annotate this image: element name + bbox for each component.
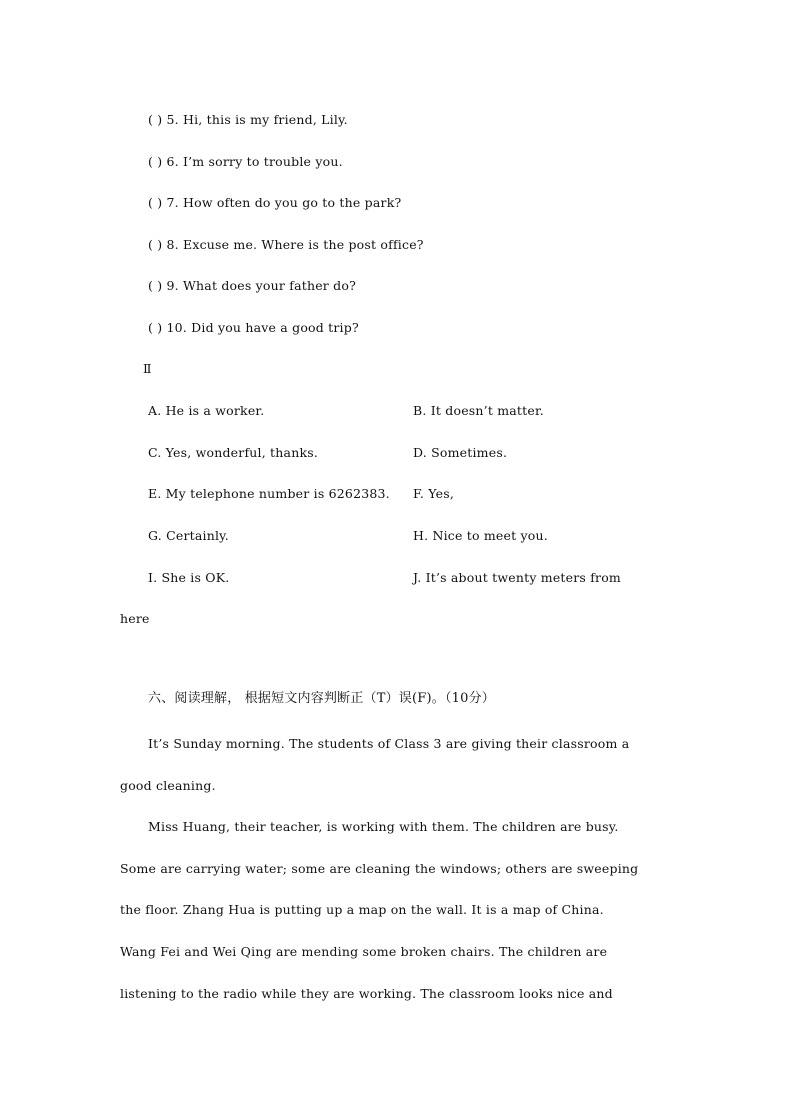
option-e: E. My telephone number is 6262383. [148, 486, 390, 501]
option-i: I. She is OK. [148, 570, 230, 585]
option-a: A. He is a worker. [148, 403, 265, 418]
option-c: C. Yes, wonderful, thanks. [148, 445, 319, 460]
reading-section-heading: 六、阅读理解， 根据短文内容判断正（T）误(F)。（10分） [148, 691, 496, 706]
question-7: ( ) 7. How often do you go to the park? [148, 195, 402, 210]
question-8: ( ) 8. Excuse me. Where is the post office? [148, 237, 424, 252]
question-5: ( ) 5. Hi, this is my friend, Lily. [148, 112, 348, 127]
section-marker: Ⅱ [143, 361, 152, 376]
option-f: F. Yes, [413, 486, 455, 501]
question-6: ( ) 6. I’m sorry to trouble you. [148, 154, 343, 169]
reading-line-1: It’s Sunday morning. The students of Class 3 are giving their classroom a [148, 736, 630, 751]
option-g: G. Certainly. [148, 528, 229, 543]
option-j-continuation: here [120, 611, 150, 626]
option-j: J. It’s about twenty meters from [413, 570, 621, 585]
option-d: D. Sometimes. [413, 445, 508, 460]
reading-line-2: good cleaning. [120, 778, 216, 793]
reading-line-3: Miss Huang, their teacher, is working with them. The children are busy. [148, 819, 619, 834]
reading-line-7: listening to the radio while they are working. The classroom looks nice and [120, 986, 613, 1001]
question-10: ( ) 10. Did you have a good trip? [148, 320, 359, 335]
option-b: B. It doesn’t matter. [413, 403, 544, 418]
reading-line-6: Wang Fei and Wei Qing are mending some broken chairs. The children are [120, 944, 608, 959]
reading-line-5: the floor. Zhang Hua is putting up a map on the wall. It is a map of China. [120, 902, 604, 917]
question-9: ( ) 9. What does your father do? [148, 278, 356, 293]
option-h: H. Nice to meet you. [413, 528, 548, 543]
reading-line-4: Some are carrying water; some are cleaning the windows; others are sweeping [120, 861, 639, 876]
